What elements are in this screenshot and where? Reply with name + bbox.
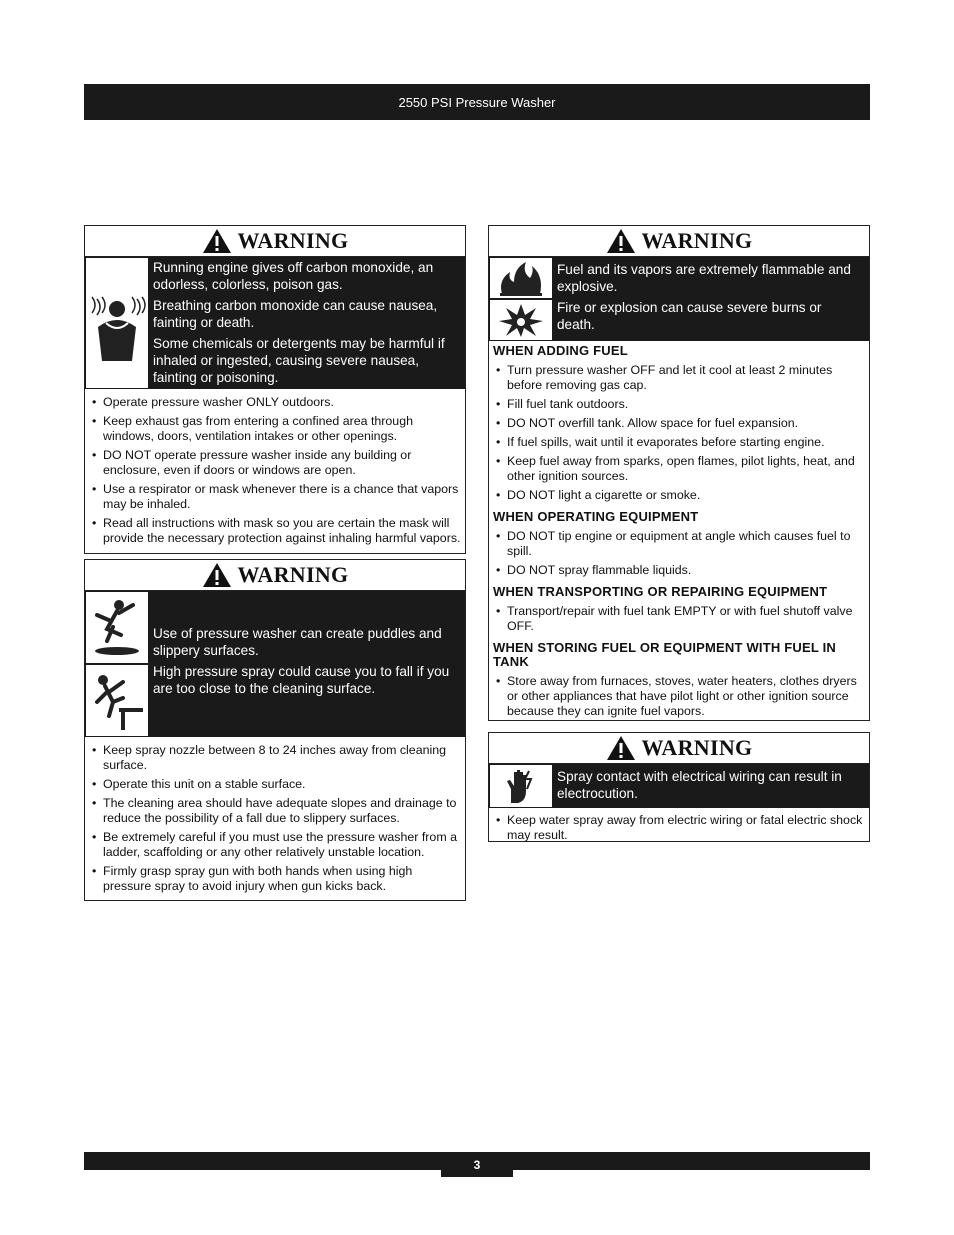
warning-label: WARNING: [641, 735, 753, 760]
hazard-panel: [85, 591, 465, 737]
list-item: • Operate pressure washer ONLY outdoors.: [89, 395, 461, 410]
list-item: • Firmly grasp spray gun with both hands when using high pressure spray to avoid injury when gun kicks back.: [89, 864, 461, 894]
hazard-panel: [489, 764, 869, 808]
list-item: • Use a respirator or mask whenever there is a chance that vapors may be inhaled.: [89, 482, 461, 512]
list-item: • Keep fuel away from sparks, open flames, pilot lights, heat, and other ignition sources.: [493, 454, 865, 484]
section-heading: WHEN TRANSPORTING OR REPAIRING EQUIPMENT: [493, 584, 828, 599]
explosion-icon: [489, 299, 553, 341]
list-item: • Be extremely careful if you must use the pressure washer from a ladder, scaffolding or any other relatively unstable location.: [89, 830, 461, 860]
list-item: • The cleaning area should have adequate slopes and drainage to reduce the possibility of a fall due to slippery surfaces.: [89, 796, 461, 826]
electric-shock-icon: [489, 764, 553, 808]
list-item: • Store away from furnaces, stoves, water heaters, clothes dryers or other appliances that have pilot light or other ignition source because they can ignite fuel vapors.: [493, 674, 865, 719]
bullet-list: [489, 669, 869, 719]
hazard-panel: [85, 257, 465, 389]
page-number: [441, 1152, 513, 1177]
list-item: • Transport/repair with fuel tank EMPTY or with fuel shutoff valve OFF.: [493, 604, 865, 634]
page-number-text: 3: [473, 1157, 481, 1172]
warning-box-slip-fall: [84, 559, 466, 901]
hazard-text-1: Use of pressure washer can create puddles and slippery surfaces.: [153, 626, 442, 658]
slip-hazard-icon: [85, 591, 149, 664]
section-heading: WHEN OPERATING EQUIPMENT: [493, 509, 699, 524]
list-item: • DO NOT operate pressure washer inside any building or enclosure, even if doors or windows are open.: [89, 448, 461, 478]
bullet-list: [489, 524, 869, 578]
hazard-text-2: High pressure spray could cause you to fall if you are too close to the cleaning surface.: [153, 664, 450, 696]
list-item: • If fuel spills, wait until it evaporates before starting engine.: [493, 435, 865, 450]
bullet-list: [489, 599, 869, 634]
list-item: • Read all instructions with mask so you are certain the mask will provide the necessary protection against inhaling harmful vapors.: [89, 516, 461, 546]
fall-hazard-icon: [85, 664, 149, 737]
page-header: [84, 84, 870, 120]
warning-label: WARNING: [237, 228, 349, 253]
list-item: • DO NOT spray flammable liquids.: [493, 563, 865, 578]
bullet-list: [85, 389, 465, 554]
list-item: • DO NOT overfill tank. Allow space for fuel expansion.: [493, 416, 865, 431]
warning-triangle-icon: [606, 735, 636, 761]
bullet-list: [489, 808, 869, 851]
list-item: • Turn pressure washer OFF and let it cool at least 2 minutes before removing gas cap.: [493, 363, 865, 393]
section-heading: WHEN ADDING FUEL: [493, 343, 628, 358]
warning-title: [489, 226, 869, 257]
list-item: • Keep exhaust gas from entering a confined area through windows, doors, ventilation intakes or other openings.: [89, 414, 461, 444]
warning-title: [489, 733, 869, 764]
hazard-panel: [489, 257, 869, 341]
warning-triangle-icon: [202, 562, 232, 588]
list-item: • Keep spray nozzle between 8 to 24 inches away from cleaning surface.: [89, 743, 461, 773]
section-heading: WHEN STORING FUEL OR EQUIPMENT WITH FUEL IN TANK: [493, 640, 836, 669]
hazard-text-1: Fuel and its vapors are extremely flammable and explosive.: [557, 262, 851, 294]
warning-triangle-icon: [606, 228, 636, 254]
list-item: • Operate this unit on a stable surface.: [89, 777, 461, 792]
list-item: • Keep water spray away from electric wiring or fatal electric shock may result.: [493, 813, 865, 843]
fire-icon: [489, 257, 553, 299]
hazard-text-1: Spray contact with electrical wiring can result in electrocution.: [557, 769, 842, 801]
warning-title: [85, 560, 465, 591]
warning-label: WARNING: [237, 562, 349, 587]
bullet-list: [85, 737, 465, 902]
bullet-list: [489, 358, 869, 503]
warning-title: [85, 226, 465, 257]
warning-box-carbon-monoxide: [84, 225, 466, 554]
header-title: 2550 PSI Pressure Washer: [398, 94, 556, 110]
hazard-text-1: Running engine gives off carbon monoxide, an odorless, colorless, poison gas.: [153, 260, 434, 292]
hazard-text-3: Some chemicals or detergents may be harmful if inhaled or ingested, causing severe nausea, fainting or poisoning.: [153, 336, 445, 385]
warning-box-electrocution: [488, 732, 870, 842]
hazard-text-2: Breathing carbon monoxide can cause nausea, fainting or death.: [153, 298, 438, 330]
list-item: • DO NOT tip engine or equipment at angle which causes fuel to spill.: [493, 529, 865, 559]
toxic-fumes-icon: [85, 257, 149, 389]
list-item: • DO NOT light a cigarette or smoke.: [493, 488, 865, 503]
warning-triangle-icon: [202, 228, 232, 254]
hazard-text-2: Fire or explosion can cause severe burns or death.: [557, 300, 822, 332]
list-item: • Fill fuel tank outdoors.: [493, 397, 865, 412]
warning-label: WARNING: [641, 228, 753, 253]
warning-box-fuel: [488, 225, 870, 721]
